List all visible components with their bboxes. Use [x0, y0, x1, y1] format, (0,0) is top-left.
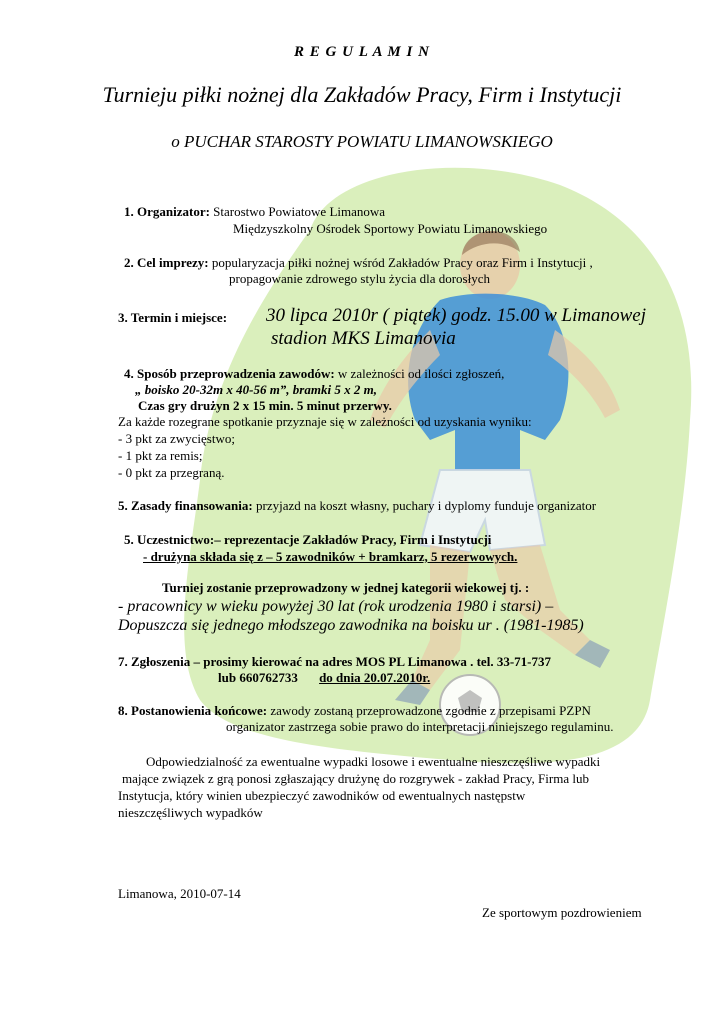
section-format	[124, 367, 504, 382]
registration-line1: 7. Zgłoszenia – prosimy kierować na adres MOS PL Limanowa . tel. 33-71-737	[118, 654, 551, 669]
age-line2: Dopuszcza się jednego młodszego zawodnika na boisku ur . (1981-1985)	[118, 617, 584, 634]
points-draw: - 1 pkt za remis;	[118, 448, 203, 463]
age-category: Turniej zostanie przeprowadzony w jednej kategorii wiekowej tj. :	[162, 580, 530, 595]
final-provisions-line2: organizator zastrzega sobie prawo do interpretacji niniejszego regulaminu.	[226, 719, 614, 734]
date-place-line2: stadion MKS Limanovia	[271, 328, 456, 349]
liability-line1: Odpowiedzialność za ewentualne wypadki losowe i ewentualne nieszczęśliwe wypadki	[146, 754, 601, 769]
section-final-provisions	[118, 704, 591, 719]
registration-deadline: do dnia 20.07.2010r.	[319, 670, 431, 685]
scoring-intro: Za każde rozegrane spotkanie przyznaje się w zależności od uzyskania wyniku:	[118, 414, 532, 429]
final-provisions-label: 8. Postanowienia końcowe:	[118, 703, 268, 718]
format-label: 4. Sposób przeprowadzenia zawodów:	[124, 366, 335, 381]
subtitle: Turnieju piłki nożnej dla Zakładów Pracy, Firm i Instytucji	[102, 82, 622, 107]
participation-line1: 5. Uczestnictwo:– reprezentacje Zakładów Pracy, Firm i Instytucji	[124, 532, 492, 547]
goal-label: 2. Cel imprezy:	[124, 255, 209, 270]
section-organizer	[124, 205, 385, 220]
section-goal	[124, 256, 593, 271]
age-line1: - pracownicy w wieku powyżej 30 lat (rok urodzenia 1980 i starsi) –	[118, 598, 554, 615]
cup-title: o PUCHAR STAROSTY POWIATU LIMANOWSKIEGO	[171, 132, 553, 151]
final-provisions-line1: zawody zostaną przeprowadzone zgodnie z przepisami PZPN	[270, 703, 591, 718]
pitch-size: „ boisko 20-32m x 40-56 m”, bramki 5 x 2 m,	[135, 382, 377, 397]
liability-line3: Instytucja, który winien ubezpieczyć zawodników od ewentualnych następstw	[118, 788, 526, 803]
points-win: - 3 pkt za zwycięstwo;	[118, 431, 235, 446]
registration-phone: lub 660762733	[218, 670, 298, 685]
points-loss: - 0 pkt za przegraną.	[118, 465, 225, 480]
section-financing	[118, 499, 596, 514]
goal-line1: popularyzacja piłki nożnej wśród Zakładów Pracy oraz Firm i Instytucji ,	[211, 255, 593, 270]
registration-line2	[218, 671, 430, 686]
liability-line2: mające związek z grą ponosi zgłaszający drużynę do rozgrywek - zakład Pracy, Firma lub	[122, 771, 589, 786]
format-line1: w zależności od ilości zgłoszeń,	[337, 366, 505, 381]
organizer-label: 1. Organizator:	[124, 204, 210, 219]
organizer-line2: Międzyszkolny Ośrodek Sportowy Powiatu Limanowskiego	[233, 221, 548, 236]
date-place-label: 3. Termin i miejsce:	[118, 310, 228, 325]
liability-line4: nieszczęśliwych wypadków	[118, 805, 263, 820]
financing-text: przyjazd na koszt własny, puchary i dyplomy funduje organizator	[255, 498, 597, 513]
game-time: Czas gry drużyn 2 x 15 min. 5 minut przerwy.	[138, 398, 392, 413]
greeting: Ze sportowym pozdrowieniem	[482, 905, 642, 920]
date-place-line1: 30 lipca 2010r ( piątek) godz. 15.00 w Limanowej	[266, 305, 646, 326]
goal-line2: propagowanie zdrowego stylu życia dla dorosłych	[229, 271, 491, 286]
financing-label: 5. Zasady finansowania:	[118, 498, 253, 513]
page-title: R E G U L A M I N	[294, 44, 430, 60]
participation-line2: - drużyna składa się z – 5 zawodników + bramkarz, 5 rezerwowych.	[143, 549, 518, 564]
organizer-line1: Starostwo Powiatowe Limanowa	[213, 204, 386, 219]
place-date: Limanowa, 2010-07-14	[118, 886, 241, 901]
